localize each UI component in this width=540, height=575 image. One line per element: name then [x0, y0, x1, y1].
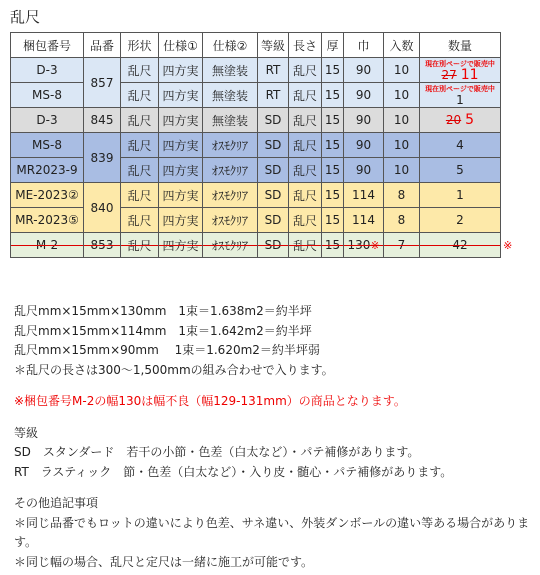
cell-qty: [420, 108, 501, 133]
other-line: ＊同じ品番でもロットの違いにより色差、サネ違い、外装ダンボールの違い等ある場合があります。: [14, 515, 530, 549]
cell-count: 8: [384, 208, 420, 233]
cell-spec2: 無塗装: [203, 58, 258, 83]
qty-value: 1: [456, 92, 464, 107]
cell-shape: 乱尺: [121, 233, 159, 258]
cell-pack: D-3: [11, 58, 84, 83]
header-thick: 厚: [322, 33, 344, 58]
header-row: [11, 33, 515, 58]
cell-pack: M-2: [11, 233, 84, 258]
cell-length: 乱尺: [289, 183, 322, 208]
cell-grade: SD: [258, 133, 289, 158]
table-row-m2: [11, 233, 515, 258]
header-pack: 梱包番号: [11, 33, 84, 58]
cell-count: 10: [384, 108, 420, 133]
cell-thick: 15: [322, 58, 344, 83]
cell-width: 90: [344, 83, 384, 108]
cell-pack: D-3: [11, 108, 84, 133]
cell-length: 乱尺: [289, 108, 322, 133]
grade-heading: 等級: [14, 425, 39, 440]
cell-spec1: 四方実: [159, 208, 203, 233]
cell-grade: SD: [258, 208, 289, 233]
cell-spec1: 四方実: [159, 183, 203, 208]
cell-pack: MS-8: [11, 133, 84, 158]
cell-length: 乱尺: [289, 83, 322, 108]
cell-spec2: ｵｽﾓｸﾘｱ: [203, 208, 258, 233]
cell-spec1: 四方実: [159, 133, 203, 158]
header-width: 巾: [344, 33, 384, 58]
cell-thick: 15: [322, 183, 344, 208]
warning-note: ※梱包番号M-2の幅130は幅不良（幅129-131mm）の商品となります。: [14, 394, 406, 408]
notes-section: [14, 302, 540, 572]
cell-grade: SD: [258, 183, 289, 208]
cell-shape: 乱尺: [121, 83, 159, 108]
qty-old: 27: [441, 67, 457, 82]
cell-thick: 15: [322, 83, 344, 108]
other-line: ＊同じ幅の場合、乱尺と定尺は一緒に施工が可能です。: [14, 554, 314, 569]
cell-part: 840: [84, 183, 121, 233]
width-note-mark: ※: [370, 239, 380, 252]
cell-spec2: ｵｽﾓｸﾘｱ: [203, 158, 258, 183]
header-spec1: 仕様①: [159, 33, 203, 58]
cell-width: 114: [344, 208, 384, 233]
table-row: [11, 183, 515, 208]
header-length: 長さ: [289, 33, 322, 58]
row-note-mark: ※: [503, 239, 513, 252]
spec-line: 乱尺mm×15mm×130mm 1束＝1.638m2＝約半坪: [14, 304, 312, 318]
cell-length: 乱尺: [289, 208, 322, 233]
cell-shape: 乱尺: [121, 133, 159, 158]
cell-qty: 5: [420, 158, 501, 183]
cell-pack: MS-8: [11, 83, 84, 108]
cell-qty: [420, 58, 501, 83]
spec-line: 乱尺mm×15mm×90mm 1束＝1.620m2＝約半坪弱: [14, 343, 320, 357]
cell-width: 90: [344, 108, 384, 133]
cell-length: 乱尺: [289, 58, 322, 83]
cell-shape: 乱尺: [121, 58, 159, 83]
cell-qty: [420, 83, 501, 108]
spec-line: 乱尺mm×15mm×114mm 1束＝1.642m2＝約半坪: [14, 323, 312, 338]
cell-grade: SD: [258, 108, 289, 133]
cell-qty: 2: [420, 208, 501, 233]
header-part: 品番: [84, 33, 121, 58]
cell-part: 845: [84, 108, 121, 133]
cell-spec1: 四方実: [159, 158, 203, 183]
cell-qty: 4: [420, 133, 501, 158]
cell-spec1: 四方実: [159, 58, 203, 83]
cell-grade: RT: [258, 58, 289, 83]
qty-new: 11: [460, 66, 479, 83]
cell-spec2: ｵｽﾓｸﾘｱ: [203, 133, 258, 158]
cell-spec1: 四方実: [159, 108, 203, 133]
cell-length: 乱尺: [289, 133, 322, 158]
header-grade: 等級: [258, 33, 289, 58]
cell-thick: 15: [322, 133, 344, 158]
header-spacer: [501, 33, 515, 58]
cell-shape: 乱尺: [121, 158, 159, 183]
header-qty: 数量: [420, 33, 501, 58]
cell-length: 乱尺: [289, 158, 322, 183]
cell-part: 839: [84, 133, 121, 183]
header-shape: 形状: [121, 33, 159, 58]
header-spec2: 仕様②: [203, 33, 258, 58]
cell-spec1: 四方実: [159, 233, 203, 258]
cell-width: 114: [344, 183, 384, 208]
qty-old: 20: [445, 113, 462, 127]
cell-count: 7: [384, 233, 420, 258]
cell-pack: ME-2023②: [11, 183, 84, 208]
cell-shape: 乱尺: [121, 108, 159, 133]
cell-spec2: ｵｽﾓｸﾘｱ: [203, 183, 258, 208]
stock-table: [10, 32, 515, 258]
cell-count: 10: [384, 133, 420, 158]
cell-part: 857: [84, 58, 121, 108]
header-count: 入数: [384, 33, 420, 58]
other-heading: その他追記事項: [14, 496, 99, 510]
cell-width: 90: [344, 58, 384, 83]
cell-pack: MR2023-9: [11, 158, 84, 183]
grade-line: RT ラスティック 節・色差（白太など）・入り皮・髄心・パテ補修があります。: [14, 464, 453, 479]
spec-line: ＊乱尺の長さは300～1,500mmの組み合わせで入ります。: [14, 362, 334, 377]
cell-thick: 15: [322, 233, 344, 258]
cell-grade: SD: [258, 158, 289, 183]
table-row: [11, 133, 515, 158]
cell-width: 90: [344, 133, 384, 158]
table-row: [11, 108, 515, 133]
cell-count: 10: [384, 83, 420, 108]
cell-length: 乱尺: [289, 233, 322, 258]
cell-qty: 1: [420, 183, 501, 208]
cell-count: 10: [384, 158, 420, 183]
cell-width: 90: [344, 158, 384, 183]
cell-part: 853: [84, 233, 121, 258]
cell-width: 130※: [344, 233, 384, 258]
qty-new: 5: [465, 112, 475, 128]
cell-grade: SD: [258, 233, 289, 258]
cell-thick: 15: [322, 208, 344, 233]
cell-pack: MR-2023⑤: [11, 208, 84, 233]
cell-shape: 乱尺: [121, 208, 159, 233]
table-row: [11, 58, 515, 83]
sold-elsewhere-stamp: 現在別ページで販売中: [425, 84, 495, 93]
page-title: 乱尺: [10, 8, 41, 26]
cell-spec2: 無塗装: [203, 83, 258, 108]
cell-spec2: ｵｽﾓｸﾘｱ: [203, 233, 258, 258]
cell-count: 8: [384, 183, 420, 208]
cell-spec2: 無塗装: [203, 108, 258, 133]
cell-qty: 42: [420, 233, 501, 258]
cell-count: 10: [384, 58, 420, 83]
cell-shape: 乱尺: [121, 183, 159, 208]
cell-thick: 15: [322, 158, 344, 183]
cell-thick: 15: [322, 108, 344, 133]
cell-grade: RT: [258, 83, 289, 108]
sold-elsewhere-stamp: 現在別ページで販売中: [425, 59, 495, 68]
cell-spec1: 四方実: [159, 83, 203, 108]
grade-line: SD スタンダード 若干の小節・色差（白太など）・パテ補修があります。: [14, 445, 420, 459]
